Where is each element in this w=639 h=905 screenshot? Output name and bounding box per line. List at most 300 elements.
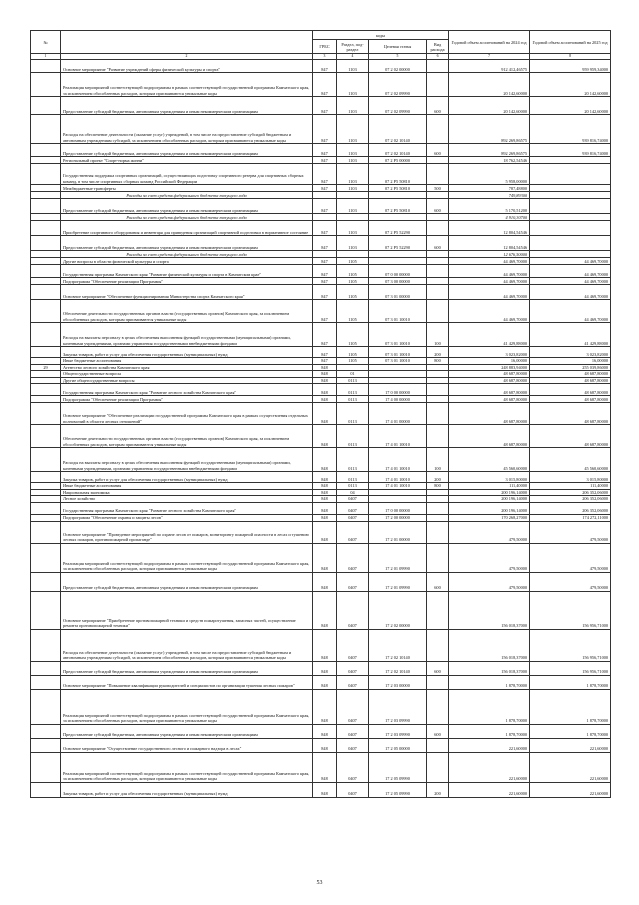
row-target: 17 4 01 00000 [369, 403, 427, 425]
row-value-2025 [530, 251, 611, 258]
row-section: 1105 [337, 323, 369, 347]
row-grbs: 847 [313, 265, 337, 278]
row-target: 07 2 P5 50810 [369, 199, 427, 214]
row-number [31, 396, 61, 403]
row-value-2024: 1 878,70000 [449, 675, 530, 689]
table-row [31, 782, 611, 797]
row-name: Основное мероприятие "Осуществление государственного лесного и пожарного надзора в лесах" [61, 738, 313, 752]
column-index: 4 [337, 54, 369, 60]
row-number [31, 782, 61, 797]
row-name: Расходы за счет средств федерального бюджета текущего года [61, 251, 313, 258]
row-name: Основное мероприятие "Обеспечение функционирования Министерства спорта Камчатского края" [61, 285, 313, 300]
column-index: 8 [530, 54, 611, 60]
row-section: 0407 [337, 543, 369, 572]
row-grbs: 848 [313, 572, 337, 591]
row-grbs: 847 [313, 115, 337, 144]
row-exp-type [427, 164, 449, 185]
row-grbs: 847 [313, 164, 337, 185]
row-value-2024: 48 687,80000 [449, 403, 530, 425]
table-row [31, 377, 611, 384]
row-grbs: 848 [313, 403, 337, 425]
table-row [31, 738, 611, 752]
row-value-2024: 5 958,00000 [449, 164, 530, 185]
row-exp-type: 600 [427, 661, 449, 675]
row-grbs: 848 [313, 724, 337, 738]
header-section: Раздел, под-раздел [337, 40, 369, 54]
row-section: 0407 [337, 591, 369, 629]
row-exp-type [427, 675, 449, 689]
row-number [31, 97, 61, 115]
row-number [31, 521, 61, 543]
row-grbs: 848 [313, 502, 337, 514]
row-grbs: 847 [313, 323, 337, 347]
row-target: 17 2 02 10140 [369, 629, 427, 661]
row-number [31, 323, 61, 347]
row-value-2024: 221,60000 [449, 738, 530, 752]
row-section: 1103 [337, 73, 369, 97]
header-grbs: ГРБС [313, 40, 337, 54]
row-value-2024: 111,40000 [449, 483, 530, 490]
row-section: 1103 [337, 157, 369, 164]
row-target: 07 2 02 09990 [369, 73, 427, 97]
row-section: 0113 [337, 377, 369, 384]
row-grbs: 847 [313, 144, 337, 157]
row-exp-type: 100 [427, 323, 449, 347]
row-section: 1103 [337, 185, 369, 192]
row-section: 1103 [337, 115, 369, 144]
row-target [369, 214, 427, 221]
row-name: Агентство лесного хозяйства Камчатского края [61, 364, 313, 371]
row-exp-type [427, 221, 449, 236]
row-grbs: 848 [313, 782, 337, 797]
row-section: 04 [337, 489, 369, 496]
table-row [31, 403, 611, 425]
table-row [31, 278, 611, 285]
row-target: 07 2 P5 50810 [369, 185, 427, 192]
row-section: 1103 [337, 199, 369, 214]
row-value-2024: 20 142,60000 [449, 97, 530, 115]
table-row [31, 371, 611, 378]
row-grbs: 847 [313, 300, 337, 323]
row-section: 0407 [337, 572, 369, 591]
row-section: 1105 [337, 300, 369, 323]
header-num: № [31, 31, 61, 54]
table-row [31, 157, 611, 164]
row-section: 1105 [337, 258, 369, 265]
row-exp-type [427, 591, 449, 629]
table-row [31, 572, 611, 591]
row-value-2024: 45 560,60000 [449, 448, 530, 472]
row-section: 0407 [337, 675, 369, 689]
column-index: 5 [369, 54, 427, 60]
row-exp-type [427, 738, 449, 752]
row-section: 1103 [337, 97, 369, 115]
row-value-2025: 206 352,06000 [530, 489, 611, 496]
row-value-2024: 1 878,70000 [449, 724, 530, 738]
row-number [31, 221, 61, 236]
row-target: 07 2 02 00000 [369, 60, 427, 73]
row-value-2024: 16,00000 [449, 358, 530, 365]
row-name: Обеспечение деятельности государственных органов власти (государственных органов) Камчатского края, за исключением обособленных расходов, которым присваиваются уникальные коды [61, 300, 313, 323]
row-exp-type [427, 251, 449, 258]
row-grbs: 848 [313, 521, 337, 543]
row-exp-type [427, 265, 449, 278]
row-exp-type [427, 384, 449, 396]
row-name: Лесное хозяйство [61, 496, 313, 503]
row-value-2024: 479,50000 [449, 572, 530, 591]
row-value-2025: 221,60000 [530, 738, 611, 752]
row-number [31, 448, 61, 472]
row-section: 0407 [337, 496, 369, 503]
row-exp-type: 600 [427, 724, 449, 738]
table-row [31, 185, 611, 192]
table-row [31, 396, 611, 403]
row-value-2025: 156 956,71000 [530, 591, 611, 629]
row-grbs: 847 [313, 60, 337, 73]
row-value-2025: 3 015,80000 [530, 472, 611, 483]
row-target: 07 2 P5 52290 [369, 221, 427, 236]
row-grbs: 848 [313, 661, 337, 675]
table-row [31, 144, 611, 157]
row-target: 17 4 00 00000 [369, 396, 427, 403]
row-section [337, 214, 369, 221]
row-section [337, 192, 369, 199]
row-section: 0407 [337, 661, 369, 675]
row-value-2025 [530, 185, 611, 192]
row-target: 17 2 05 09990 [369, 752, 427, 782]
row-value-2024: 44 469,70000 [449, 265, 530, 278]
row-number [31, 738, 61, 752]
row-number [31, 214, 61, 221]
row-grbs [313, 192, 337, 199]
row-target: 17 4 01 10010 [369, 448, 427, 472]
table-row [31, 502, 611, 514]
table-row [31, 300, 611, 323]
table-row [31, 425, 611, 448]
row-section: 1105 [337, 278, 369, 285]
row-section: 0113 [337, 403, 369, 425]
budget-table [30, 30, 611, 798]
row-target: 17 2 03 09990 [369, 724, 427, 738]
row-exp-type [427, 300, 449, 323]
row-target: 17 2 02 00000 [369, 591, 427, 629]
row-value-2024: 48 687,80000 [449, 396, 530, 403]
table-row [31, 60, 611, 73]
row-number [31, 144, 61, 157]
row-grbs [313, 251, 337, 258]
table-row [31, 472, 611, 483]
table-row [31, 724, 611, 738]
row-target: 17 4 01 10010 [369, 472, 427, 483]
row-section: 0113 [337, 448, 369, 472]
row-name: Другие вопросы в области физической культуры и спорта [61, 258, 313, 265]
table-row [31, 323, 611, 347]
row-name: Подпрограмма "Обеспечение реализации Программы" [61, 396, 313, 403]
row-value-2025: 44 469,70000 [530, 300, 611, 323]
row-value-2024: 892 269,86575 [449, 115, 530, 144]
row-value-2025 [530, 236, 611, 251]
row-target: 07 0 00 00000 [369, 265, 427, 278]
row-value-2024: 170 268,27000 [449, 514, 530, 521]
table-row [31, 483, 611, 490]
row-target: 07 3 01 10010 [369, 323, 427, 347]
row-exp-type: 200 [427, 472, 449, 483]
row-number [31, 73, 61, 97]
row-grbs: 848 [313, 629, 337, 661]
row-value-2024: 200 196,14000 [449, 502, 530, 514]
row-target: 07 3 01 00000 [369, 285, 427, 300]
row-name: Основное мероприятие "Повышение квалификации руководителей и специалистов по организации тушения лесных пожаров" [61, 675, 313, 689]
row-section: 0407 [337, 724, 369, 738]
row-grbs: 848 [313, 396, 337, 403]
row-value-2025: 45 560,60000 [530, 448, 611, 472]
table-row [31, 591, 611, 629]
row-name: Основное мероприятие "Проведение мероприятий по охране лесов от пожаров, мониторингу пожарной опасности в лесах и тушению лесных пожаров, противопожарной пропаганде" [61, 521, 313, 543]
row-section: 0113 [337, 396, 369, 403]
row-exp-type [427, 60, 449, 73]
row-number [31, 384, 61, 396]
row-section: 0407 [337, 521, 369, 543]
row-exp-type: 200 [427, 347, 449, 358]
row-exp-type: 600 [427, 572, 449, 591]
table-row [31, 214, 611, 221]
row-grbs: 848 [313, 591, 337, 629]
row-section: 0407 [337, 752, 369, 782]
row-number [31, 185, 61, 192]
row-number [31, 472, 61, 483]
row-name: Расходы на выплаты персоналу в целях обеспечения выполнения функций государственными (муниципальными) органами, казенными учреждениями, органами управления государственными внебюджетными фондами [61, 448, 313, 472]
row-number [31, 199, 61, 214]
table-row [31, 221, 611, 236]
row-target: 17 2 02 10140 [369, 661, 427, 675]
row-exp-type [427, 115, 449, 144]
row-value-2025: 174 272,11000 [530, 514, 611, 521]
row-grbs: 847 [313, 73, 337, 97]
row-number [31, 591, 61, 629]
row-value-2024: 44 469,70000 [449, 300, 530, 323]
row-number [31, 724, 61, 738]
row-exp-type [427, 157, 449, 164]
row-grbs: 848 [313, 689, 337, 724]
row-value-2024: 892 269,86575 [449, 144, 530, 157]
row-name: Иные бюджетные ассигнования [61, 483, 313, 490]
row-target [369, 192, 427, 199]
row-value-2024: 18 762,54546 [449, 157, 530, 164]
row-grbs: 847 [313, 221, 337, 236]
row-target: 17 2 01 00000 [369, 521, 427, 543]
row-name: Предоставление субсидий бюджетным, автономным учреждениям и иным некоммерческим организациям [61, 199, 313, 214]
row-value-2025: 959 959,34000 [530, 60, 611, 73]
row-name: Реализация мероприятий соответствующей подпрограммы в рамках соответствующей государственной программы Камчатского края, за исключением обособленных расходов, которым присваиваются уникальные коды [61, 689, 313, 724]
column-index: 6 [427, 54, 449, 60]
row-section: 1105 [337, 347, 369, 358]
column-index: 2 [61, 54, 313, 60]
table-row [31, 675, 611, 689]
table-row [31, 364, 611, 371]
row-target: 17 2 03 00000 [369, 675, 427, 689]
row-target: 17 4 01 10010 [369, 425, 427, 448]
row-grbs: 848 [313, 448, 337, 472]
row-exp-type [427, 192, 449, 199]
table-row [31, 115, 611, 144]
row-grbs: 848 [313, 496, 337, 503]
row-number [31, 285, 61, 300]
table-row [31, 258, 611, 265]
row-section: 0113 [337, 483, 369, 490]
row-grbs: 848 [313, 738, 337, 752]
row-grbs: 847 [313, 285, 337, 300]
row-name: Общегосударственные вопросы [61, 371, 313, 378]
row-grbs: 848 [313, 377, 337, 384]
row-grbs: 847 [313, 185, 337, 192]
table-row [31, 97, 611, 115]
row-value-2025: 41 429,88000 [530, 323, 611, 347]
page-number: 53 [316, 880, 323, 886]
row-value-2024: 1 878,70000 [449, 689, 530, 724]
row-value-2024: 221,60000 [449, 752, 530, 782]
row-value-2025: 44 469,70000 [530, 278, 611, 285]
table-row [31, 629, 611, 661]
header-vol-2024: Годовой объем ассигнований на 2024 год [449, 31, 530, 54]
column-index: 1 [31, 54, 61, 60]
row-value-2025 [530, 199, 611, 214]
row-section: 1105 [337, 358, 369, 365]
table-row [31, 514, 611, 521]
table-row [31, 199, 611, 214]
row-number [31, 425, 61, 448]
row-number [31, 543, 61, 572]
row-exp-type: 600 [427, 97, 449, 115]
row-value-2024: 44 469,70000 [449, 258, 530, 265]
row-grbs: 848 [313, 371, 337, 378]
row-value-2025 [530, 214, 611, 221]
row-section: 1103 [337, 60, 369, 73]
row-name: Другие общегосударственные вопросы [61, 377, 313, 384]
row-name: Предоставление субсидий бюджетным, автономным учреждениям и иным некоммерческим организациям [61, 97, 313, 115]
row-grbs: 848 [313, 752, 337, 782]
row-value-2025: 48 687,80000 [530, 377, 611, 384]
row-exp-type: 600 [427, 236, 449, 251]
row-target: 17 2 05 09990 [369, 782, 427, 797]
row-value-2024: 4 910,30700 [449, 214, 530, 221]
row-name: Иные бюджетные ассигнования [61, 358, 313, 365]
row-exp-type [427, 502, 449, 514]
row-section: 0407 [337, 629, 369, 661]
row-value-2025: 48 687,80000 [530, 384, 611, 396]
row-section: 1103 [337, 236, 369, 251]
row-value-2024: 48 687,80000 [449, 377, 530, 384]
row-value-2025: 16,00000 [530, 358, 611, 365]
row-exp-type: 200 [427, 782, 449, 797]
row-section: 0407 [337, 502, 369, 514]
row-value-2024: 156 018,37000 [449, 629, 530, 661]
row-name: Подпрограмма "Обеспечение реализации Программы" [61, 278, 313, 285]
table-row [31, 543, 611, 572]
row-value-2024: 41 429,88000 [449, 323, 530, 347]
row-name: Национальная экономика [61, 489, 313, 496]
row-grbs: 848 [313, 675, 337, 689]
row-number [31, 164, 61, 185]
row-value-2024: 200 196,14000 [449, 489, 530, 496]
row-value-2025 [530, 221, 611, 236]
row-exp-type: 500 [427, 185, 449, 192]
row-value-2025: 1 878,70000 [530, 689, 611, 724]
row-value-2024: 479,50000 [449, 521, 530, 543]
row-value-2025: 111,40000 [530, 483, 611, 490]
row-grbs: 848 [313, 425, 337, 448]
row-number [31, 752, 61, 782]
row-value-2024: 48 687,80000 [449, 425, 530, 448]
row-number [31, 502, 61, 514]
table-row [31, 265, 611, 278]
row-section: 0407 [337, 689, 369, 724]
row-number [31, 265, 61, 278]
row-exp-type [427, 396, 449, 403]
row-exp-type [427, 425, 449, 448]
table-row [31, 251, 611, 258]
row-number [31, 661, 61, 675]
row-exp-type: 100 [427, 448, 449, 472]
row-target: 07 2 02 10140 [369, 144, 427, 157]
row-value-2024: 221,60000 [449, 782, 530, 797]
row-name: Предоставление субсидий бюджетным, автономным учреждениям и иным некоммерческим организациям [61, 724, 313, 738]
row-section: 0113 [337, 472, 369, 483]
row-exp-type [427, 214, 449, 221]
table-row [31, 285, 611, 300]
row-exp-type [427, 514, 449, 521]
table-row [31, 689, 611, 724]
row-value-2025: 48 687,80000 [530, 371, 611, 378]
row-value-2025: 48 687,80000 [530, 396, 611, 403]
row-grbs: 847 [313, 347, 337, 358]
row-name: Расходы на обеспечение деятельности (оказание услуг) учреждений, в том числе на предоставление субсидий бюджетным и автономным учреждениям субсидий, за исключением обособленных расходов, которым присваиваются уникальные коды [61, 629, 313, 661]
row-number [31, 236, 61, 251]
row-value-2025: 939 816,74000 [530, 115, 611, 144]
table-row [31, 384, 611, 396]
row-target: 07 3 00 00000 [369, 278, 427, 285]
row-value-2025: 20 142,60000 [530, 73, 611, 97]
row-exp-type: 800 [427, 358, 449, 365]
row-name: Реализация мероприятий соответствующей подпрограммы в рамках соответствующей государственной программы Камчатского края, за исключением обособленных расходов, которым присваиваются уникальные коды [61, 543, 313, 572]
row-exp-type [427, 521, 449, 543]
row-number [31, 347, 61, 358]
table-row [31, 164, 611, 185]
row-target [369, 251, 427, 258]
row-exp-type [427, 689, 449, 724]
row-value-2025: 3 023,82000 [530, 347, 611, 358]
row-target: 07 2 P5 52290 [369, 236, 427, 251]
row-value-2025: 44 469,70000 [530, 258, 611, 265]
row-value-2025: 1 878,70000 [530, 724, 611, 738]
row-value-2024: 5 170,51200 [449, 199, 530, 214]
row-number [31, 572, 61, 591]
row-target: 17 4 01 10010 [369, 483, 427, 490]
row-grbs: 848 [313, 472, 337, 483]
row-value-2025: 206 352,06000 [530, 496, 611, 503]
row-number [31, 157, 61, 164]
row-name: Основное мероприятие "Обеспечение реализации государственной программы Камчатского края в рамках осуществления отдельных полномочий в области лесных отношений" [61, 403, 313, 425]
row-exp-type [427, 258, 449, 265]
row-value-2025: 255 039,86000 [530, 364, 611, 371]
row-target: 07 3 01 10010 [369, 347, 427, 358]
row-exp-type [427, 73, 449, 97]
row-grbs: 848 [313, 364, 337, 371]
row-value-2025: 156 956,71000 [530, 629, 611, 661]
row-value-2025: 479,50000 [530, 543, 611, 572]
row-value-2025: 206 352,06000 [530, 502, 611, 514]
row-value-2025: 221,60000 [530, 782, 611, 797]
row-section: 1105 [337, 285, 369, 300]
